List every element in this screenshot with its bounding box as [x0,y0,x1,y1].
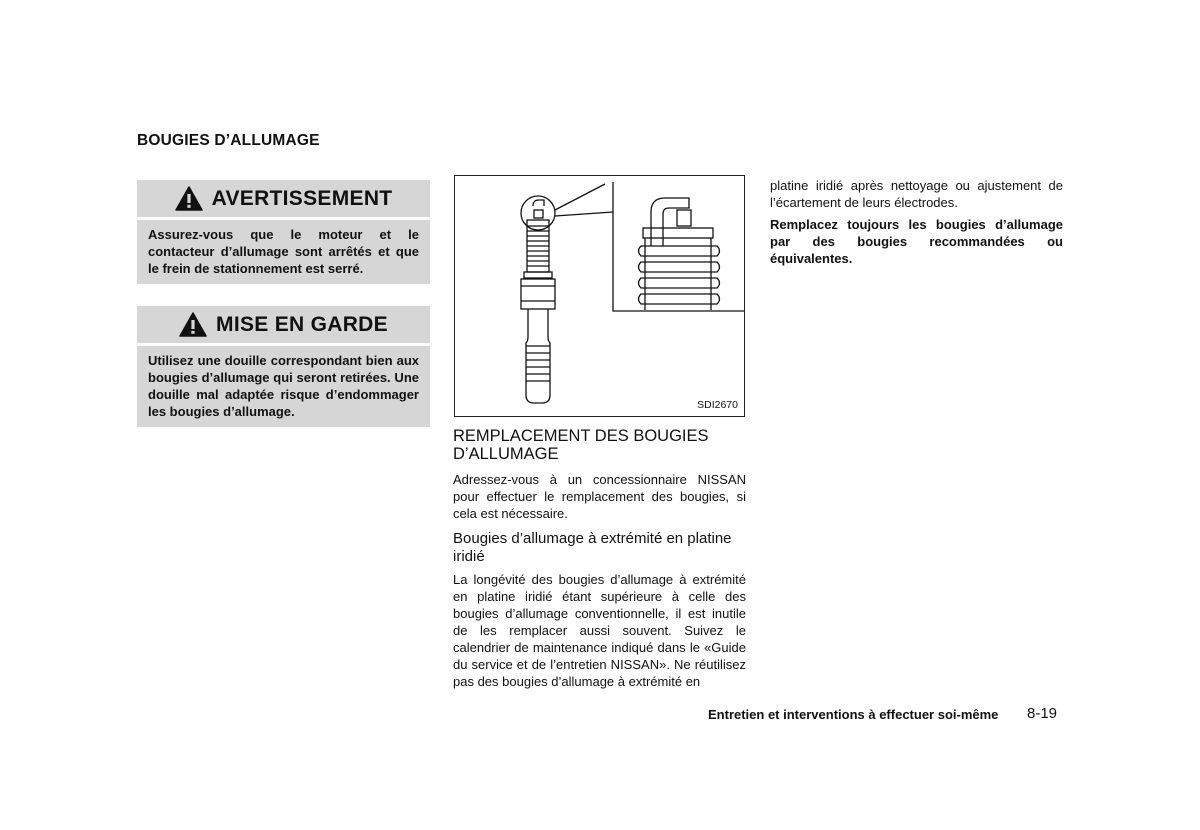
spark-plug-figure [454,175,745,417]
iridium-text-continued: platine iridié après nettoyage ou ajustement de l’écartement de leurs électrodes. [770,178,1063,210]
warning-header [137,180,430,217]
caution-box [137,306,430,427]
spark-plug-illustration [455,176,744,416]
caution-text: Utilisez une douille correspondant bien aux bougies d’allumage qui seront retirées. Une douille mal adaptée risque d’endommager les bougies d’allumage. [137,346,430,427]
figure-id: SDI2670 [697,399,738,411]
warning-title: AVERTISSEMENT [211,186,393,210]
warning-triangle-icon [175,186,203,211]
replace-note: Remplacez toujours les bougies d’allumage par des bougies recommandées ou équivalentes. [770,217,1063,266]
page-number: 8-19 [1027,705,1058,722]
replacement-text: Adressez-vous à un concessionnaire NISSAN pour effectuer le remplacement des bougies, si cela est nécessaire. [453,472,746,521]
footer-section-title: Entretien et interventions à effectuer soi-même [708,707,999,722]
warning-text: Assurez-vous que le moteur et le contacteur d’allumage sont arrêtés et que le frein de stationnement est serré. [137,220,430,284]
caution-header [137,306,430,343]
warning-triangle-icon [179,312,207,337]
warning-box [137,180,430,284]
iridium-text: La longévité des bougies d’allumage à extrémité en platine iridié étant supérieure à celle des bougies d’allumage conventionnelle, il est inutile de les remplacer aussi souvent. Suivez le calendrier de maintenance indiqué dans le «Guide du service et de l’entretien NISSAN». Ne réutilisez pas des bougies d’allumage à extrémité en [453,572,746,689]
section-title: BOUGIES D’ALLUMAGE [137,132,320,149]
caution-title: MISE EN GARDE [216,312,388,336]
iridium-heading: Bougies d’allumage à extrémité en platine iridié [453,530,732,565]
replacement-heading: REMPLACEMENT DES BOUGIES D’ALLUMAGE [453,427,709,463]
